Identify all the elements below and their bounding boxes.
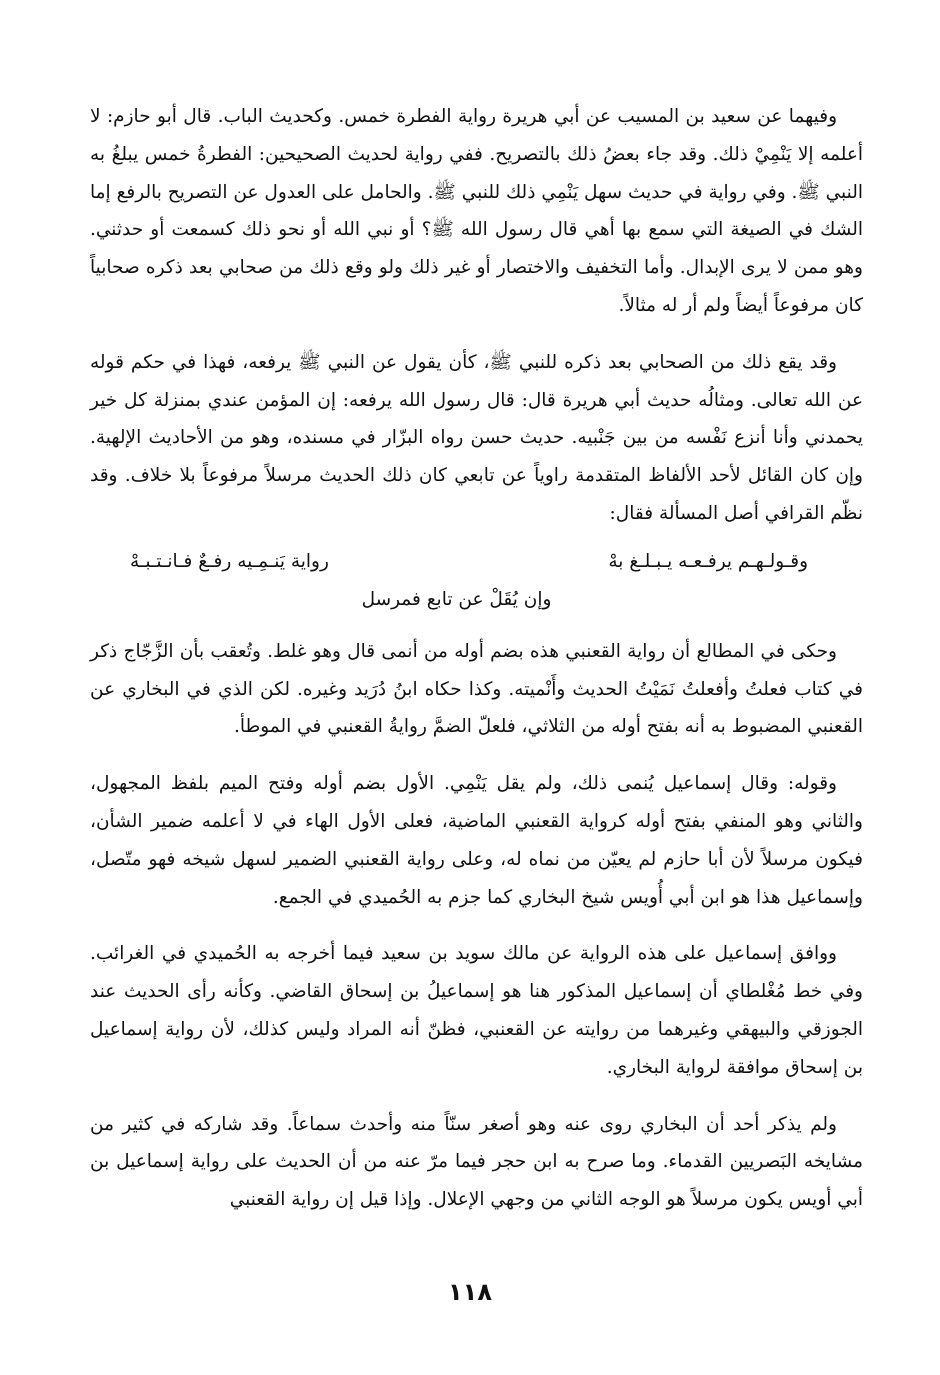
verse-line <box>90 543 863 581</box>
verse-second-hemistich: رواية يَنـمِـيه رفـعٌ فـانـتـبـهْ <box>130 550 329 572</box>
paragraph-3: وحكى في المطالع أن رواية القعنبي هذه بضم أوله من أنمى قال وهو غلط. وتُعقب بأن الزَّجّاج ذكر في كتاب فعلتُ وأفعلتُ نَمَيْتُ الحديث وأَنْميته. وكذا حكاه ابنُ دُرَيد وغيره. لكن الذي في البخاري عن القعنبي المضبوط به أنه بفتح أوله من الثلاثي، فلعلّ الضمَّ روايةُ القعنبي في الموطأ. <box>90 640 863 738</box>
verse-first-hemistich: وقـولـهـم يرفـعـه يـبـلـغ بهْ <box>608 550 808 572</box>
paragraph-5: ووافق إسماعيل على هذه الرواية عن مالك سويد بن سعيد فيما أخرجه به الحُميدي في الغرائب. وفي خط مُغْلطاي أن إسماعيل المذكور هنا هو إسماعيلُ بن إسحاق القاضي. وكأنه رأى الحديث عند الجوزقي والبيهقي وغيرهما من روايته عن القعنبي، فظنّ أنه المراد وليس كذلك، لأن رواية إسماعيل بن إسحاق موافقة لرواية البخاري. <box>90 943 863 1078</box>
paragraph-1: وفيهما عن سعيد بن المسيب عن أبي هريرة رواية الفطرة خمس. وكحديث الباب. قال أبو حازم: لا أعلمه إلا يَنْمِيْ ذلك. وقد جاء بعضُ ذلك بالتصريح. ففي رواية لحديث الصحيحين: الفطرةُ خمس يبلغُ به النبي ﷺ. وفي رواية في حديث سهل يَنْمِي ذلك للنبي ﷺ. والحامل على العدول عن التصريح بالرفع إما الشك في الصيغة التي سمع بها أهي قال رسول الله ﷺ؟ أو نبي الله أو نحو ذلك كسمعت أو حدثني. وهو ممن لا يرى الإبدال. وأما التخفيف والاختصار أو غير ذلك ولو وقع ذلك من صحابي بعد ذكره صحابياً كان مرفوعاً أيضاً ولم أر له مثالاً. <box>90 106 863 316</box>
page-number: ١١٨ <box>448 1278 492 1306</box>
paragraph-2: وقد يقع ذلك من الصحابي بعد ذكره للنبي ﷺ، كأن يقول عن النبي ﷺ يرفعه، فهذا في حكم قوله عن الله تعالى. ومثالُه حديث أبي هريرة قال: قال رسول الله يرفعه: إن المؤمن عندي بمنزلة كل خير يحمدني وأنا أنزع نَفْسه من بين جَنْبيه. حديث حسن رواه البزّار في مسنده، وهو من الأحاديث الإلهية. وإن كان القائل لأحد الألفاظ المتقدمة راوياً عن تابعي كان ذلك الحديث مرسلاً مرفوعاً بلا خلاف. وقد نظّم القرافي أصل المسألة فقال: <box>90 351 863 524</box>
page-body <box>90 98 863 1238</box>
paragraph-6: ولم يذكر أحد أن البخاري روى عنه وهو أصغر سنّاً منه وأحدث سماعاً. وقد شاركه في كثير من مشايخه البَصريين القدماء. وما صرح به ابن حجر فيما مرّ عنه من أن الحديث على رواية إسماعيل بن أبي أويس يكون مرسلاً هو الوجه الثاني من وجهي الإعلال. وإذا قيل إن رواية القعنبي <box>90 1113 863 1211</box>
paragraph-4: وقوله: وقال إسماعيل يُنمى ذلك، ولم يقل يَنْمِي. الأول بضم أوله وفتح الميم بلفظ المجهول، والثاني وهو المنفي بفتح أوله كرواية القعنبي الماضية، فعلى الأول الهاء في لا أعلمه ضمير الشأن، فيكون مرسلاً لأن أبا حازم لم يعيّن من نماه له، وعلى رواية القعنبي الضمير لسهل شيخه فهو متّصل، وإسماعيل هذا هو ابن أبي أُويس شيخ البخاري كما جزم به الحُميدي في الجمع. <box>90 773 863 908</box>
verse-tail: وإن يُقَلْ عن تابع فمرسل <box>361 588 552 610</box>
poem-verse <box>90 543 863 619</box>
